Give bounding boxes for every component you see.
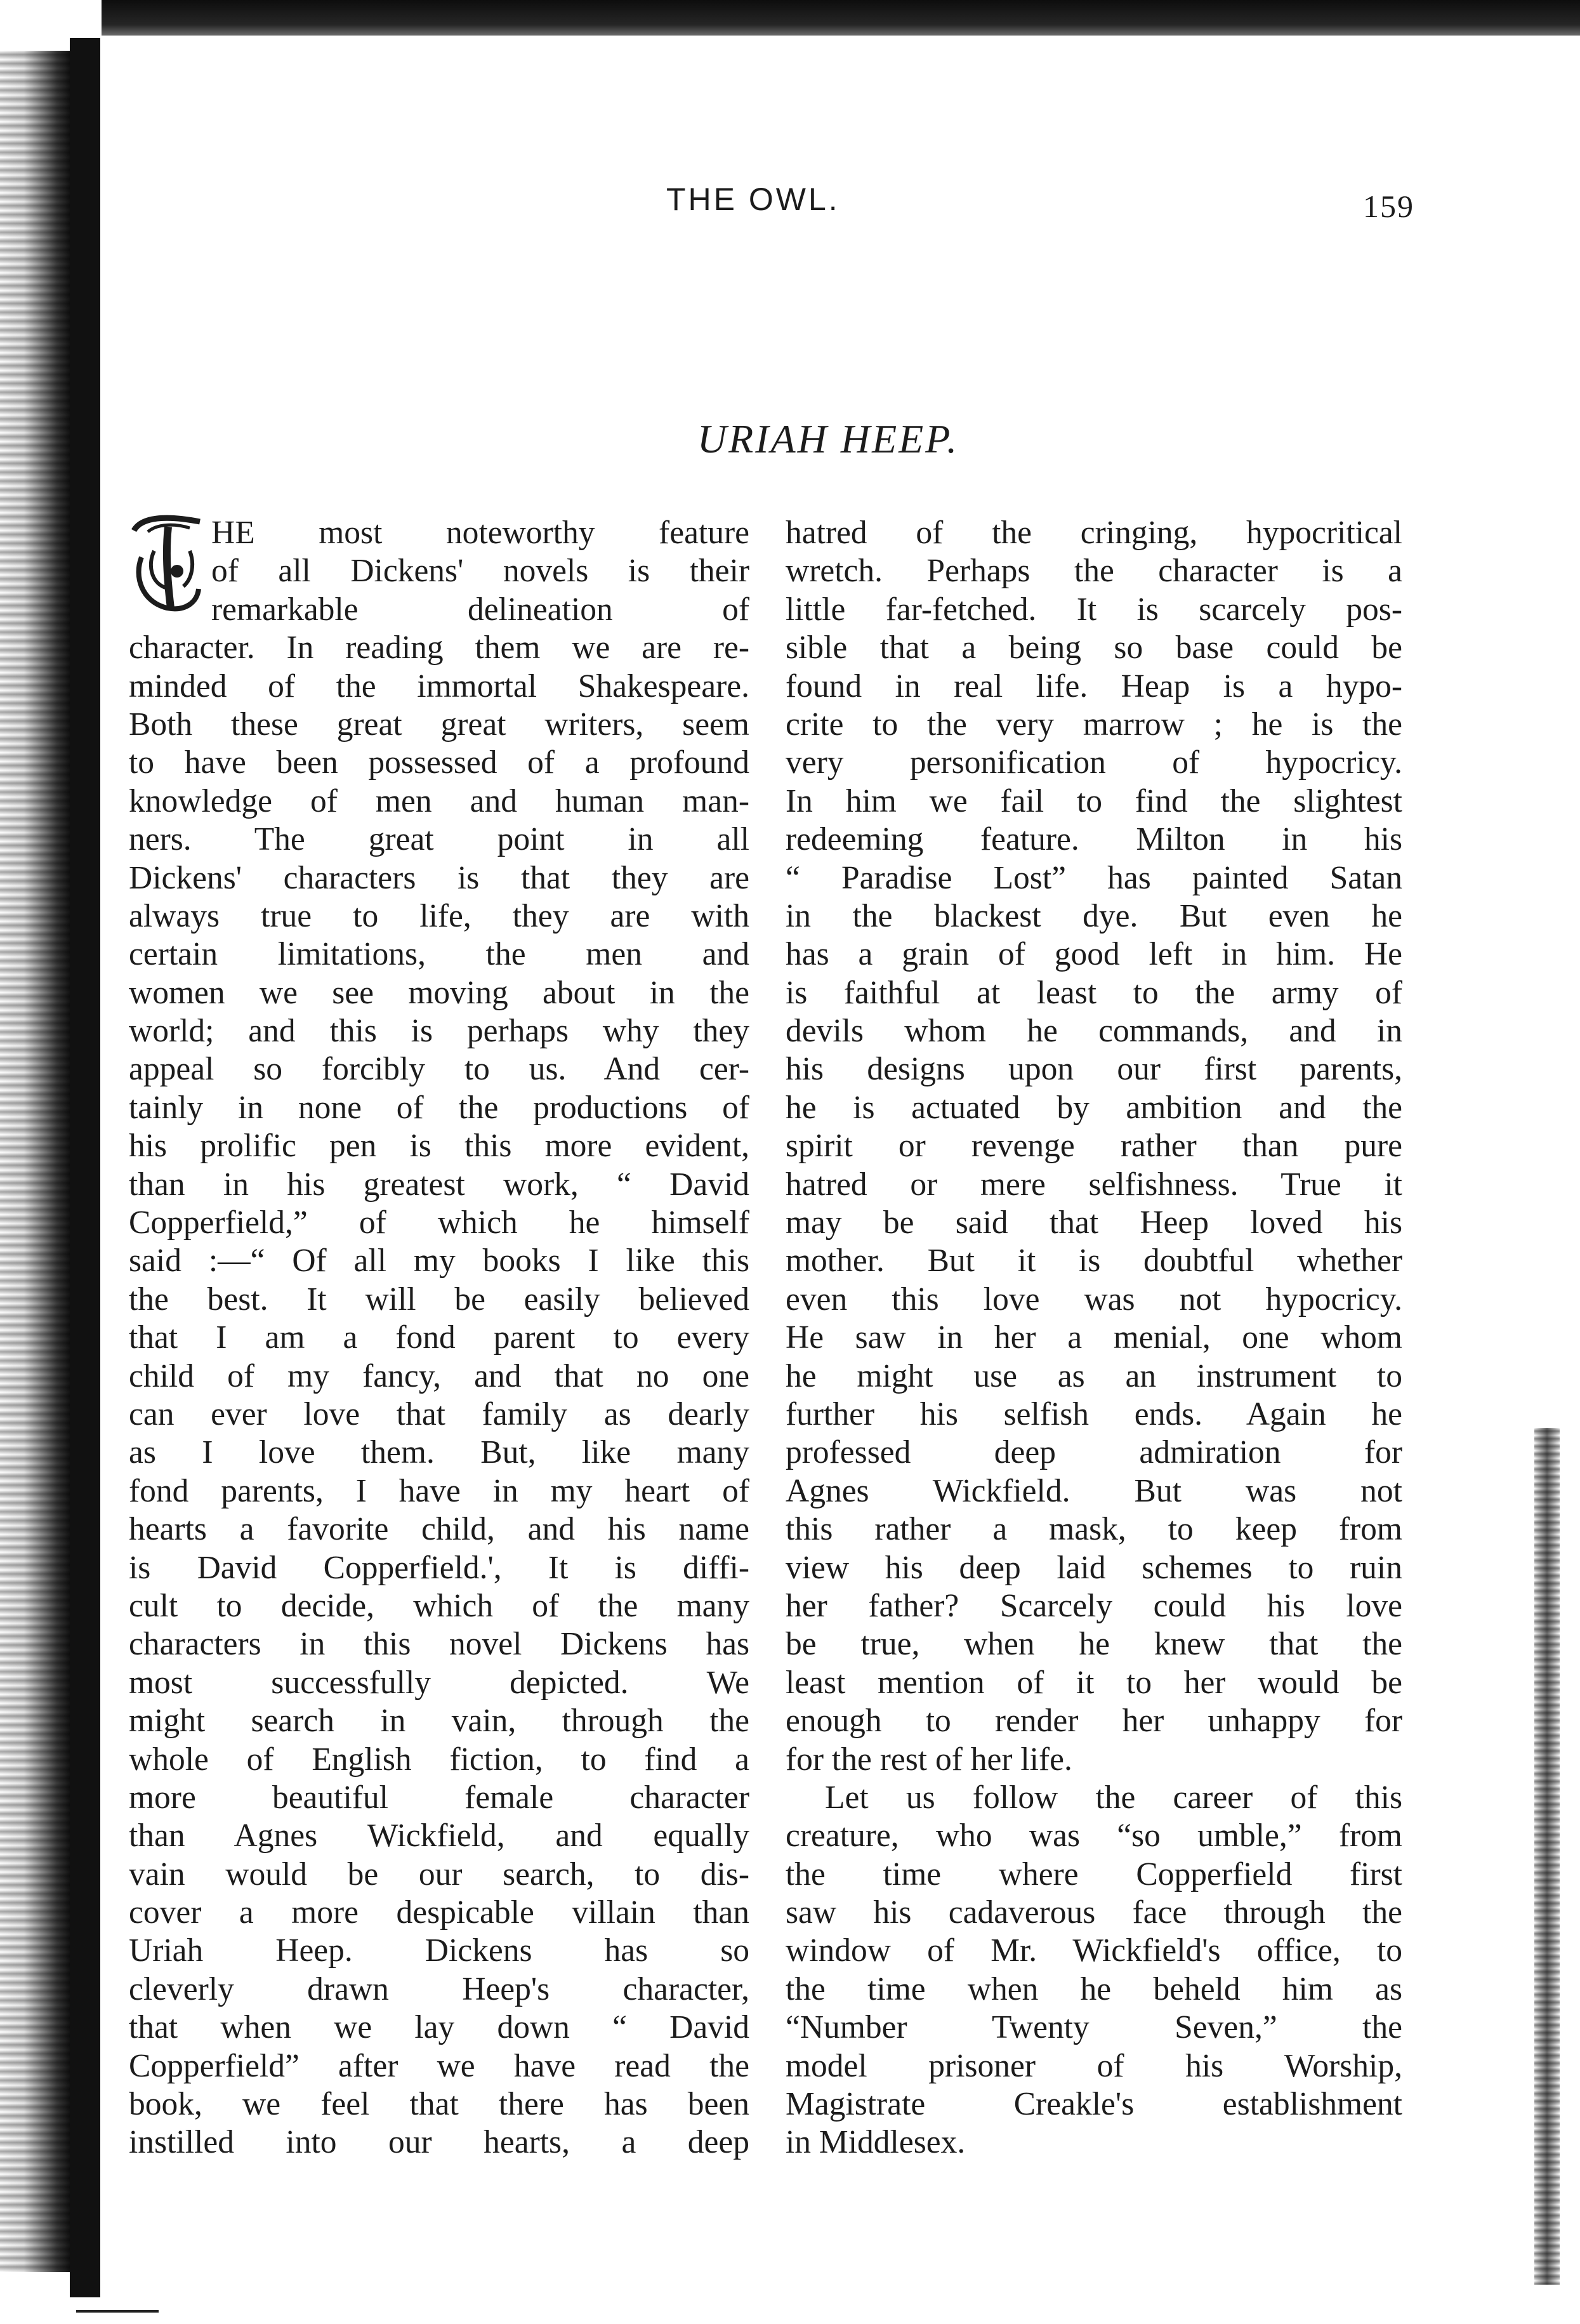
text-line: is David Copperfield.', It is diffi- [129,1549,749,1586]
text-line: sible that a being so base could be [786,630,1402,666]
text-line: professed deep admiration for [786,1434,1402,1471]
text-line: in Middlesex. [786,2124,966,2161]
text-line: in the blackest dye. But even he [786,897,1402,934]
text-line: He saw in her a menial, one whom [786,1319,1402,1356]
text-line: said :—“ Of all my books I like this [129,1243,749,1279]
text-line: Copperfield,” of which he himself [129,1205,749,1241]
text-line: he might use as an instrument to [786,1357,1402,1394]
text-line: Copperfield” after we have read the [129,2047,749,2084]
text-line: women we see moving about in the [129,974,749,1011]
text-line: to have been possessed of a profound [129,744,749,781]
text-line: whole of English fiction, to find a [129,1741,749,1778]
text-line: can ever love that family as dearly [129,1396,749,1432]
text-line: window of Mr. Wickfield's office, to [786,1932,1402,1969]
text-line: of all Dickens' novels is their [211,553,749,590]
text-line: the best. It will be easily believed [129,1281,749,1317]
text-line: devils whom he commands, and in [786,1013,1402,1050]
text-line: minded of the immortal Shakespeare. [129,668,749,704]
text-line: hatred of the cringing, hypocritical [786,515,1402,551]
right-column [786,514,1402,2162]
text-line: child of my fancy, and that no one [129,1357,749,1394]
text-line: tainly in none of the productions of [129,1089,749,1126]
text-line: little far-fetched. It is scarcely pos- [786,591,1402,628]
text-line: In him we fail to find the slightest [786,782,1402,819]
text-line: certain limitations, the men and [129,936,749,973]
text-line: most successfully depicted. We [129,1664,749,1701]
text-line: mother. But it is doubtful whether [786,1243,1402,1279]
text-line: hatred or mere selfishness. True it [786,1166,1402,1203]
text-line: crite to the very marrow ; he is the [786,706,1402,743]
text-line: view his deep laid schemes to ruin [786,1549,1402,1586]
scan-binding-shadow [70,38,100,2297]
text-line: the time when he beheld him as [786,1971,1402,2007]
text-line: that I am a fond parent to every [129,1319,749,1356]
text-line: knowledge of men and human man- [129,782,749,819]
text-line: Dickens' characters is that they are [129,859,749,896]
text-line: saw his cadaverous face through the [786,1894,1402,1931]
left-column [129,514,749,2162]
article-title: URIAH HEEP. [697,416,959,461]
text-line: redeeming feature. Milton in his [786,821,1402,858]
text-line: further his selfish ends. Again he [786,1396,1402,1432]
text-line: “Number Twenty Seven,” the [786,2009,1402,2046]
text-line: the time where Copperfield first [786,1856,1402,1892]
text-line: book, we feel that there has been [129,2086,749,2123]
text-line: her father? Scarcely could his love [786,1587,1402,1624]
text-line: creature, who was “so umble,” from [786,1818,1402,1854]
text-line: his prolific pen is this more evident, [129,1128,749,1165]
text-line: hearts a favorite child, and his name [129,1511,749,1548]
text-line: spirit or revenge rather than pure [786,1128,1402,1165]
scan-top-border [102,0,1580,36]
text-line: cleverly drawn Heep's character, [129,1971,749,2007]
text-line: his designs upon our first parents, [786,1051,1402,1088]
text-line: cult to decide, which of the many [129,1587,749,1624]
text-line: always true to life, they are with [129,897,749,934]
page-number: 159 [1363,188,1414,224]
text-line: character. In reading them we are re- [129,630,749,666]
text-line: Agnes Wickfield. But was not [786,1472,1402,1509]
text-line: even this love was not hypocricy. [786,1281,1402,1317]
text-line: vain would be our search, to dis- [129,1856,749,1892]
text-line: Magistrate Creakle's establishment [786,2086,1402,2123]
text-line: found in real life. Heap is a hypo- [786,668,1402,704]
text-line: enough to render her unhappy for [786,1703,1402,1740]
text-line: may be said that Heep loved his [786,1205,1402,1241]
text-line: be true, when he knew that the [786,1626,1402,1663]
text-line: fond parents, I have in my heart of [129,1472,749,1509]
text-line: than in his greatest work, “ David [129,1166,749,1203]
text-line: than Agnes Wickfield, and equally [129,1818,749,1854]
text-line: least mention of it to her would be [786,1664,1402,1701]
text-line: Uriah Heep. Dickens has so [129,1932,749,1969]
scan-right-edge [1534,1428,1560,2285]
scan-bottom-mark [76,2310,159,2313]
text-line: for the rest of her life. [786,1741,1072,1778]
text-line: has a grain of good left in him. He [786,936,1402,973]
text-line: instilled into our hearts, a deep [129,2124,749,2161]
text-line: HE most noteworthy feature [211,515,749,551]
text-line: might search in vain, through the [129,1703,749,1740]
text-line: as I love them. But, like many [129,1434,749,1471]
text-line: that when we lay down “ David [129,2009,749,2046]
text-line: Let us follow the career of this [825,1779,1402,1816]
text-line: ners. The great point in all [129,821,749,858]
text-line: model prisoner of his Worship, [786,2047,1402,2084]
running-head: THE OWL. [666,182,840,217]
text-line: Both these great great writers, seem [129,706,749,743]
text-line: very personification of hypocricy. [786,744,1402,781]
text-line: more beautiful female character [129,1779,749,1816]
text-line: world; and this is perhaps why they [129,1013,749,1050]
text-line: “ Paradise Lost” has painted Satan [786,859,1402,896]
text-line: appeal so forcibly to us. And cer- [129,1051,749,1088]
text-line: is faithful at least to the army of [786,974,1402,1011]
text-line: wretch. Perhaps the character is a [786,553,1402,590]
text-line: remarkable delineation of [211,591,749,628]
text-line: cover a more despicable villain than [129,1894,749,1931]
text-line: he is actuated by ambition and the [786,1089,1402,1126]
text-line: this rather a mask, to keep from [786,1511,1402,1548]
text-line: characters in this novel Dickens has [129,1626,749,1663]
